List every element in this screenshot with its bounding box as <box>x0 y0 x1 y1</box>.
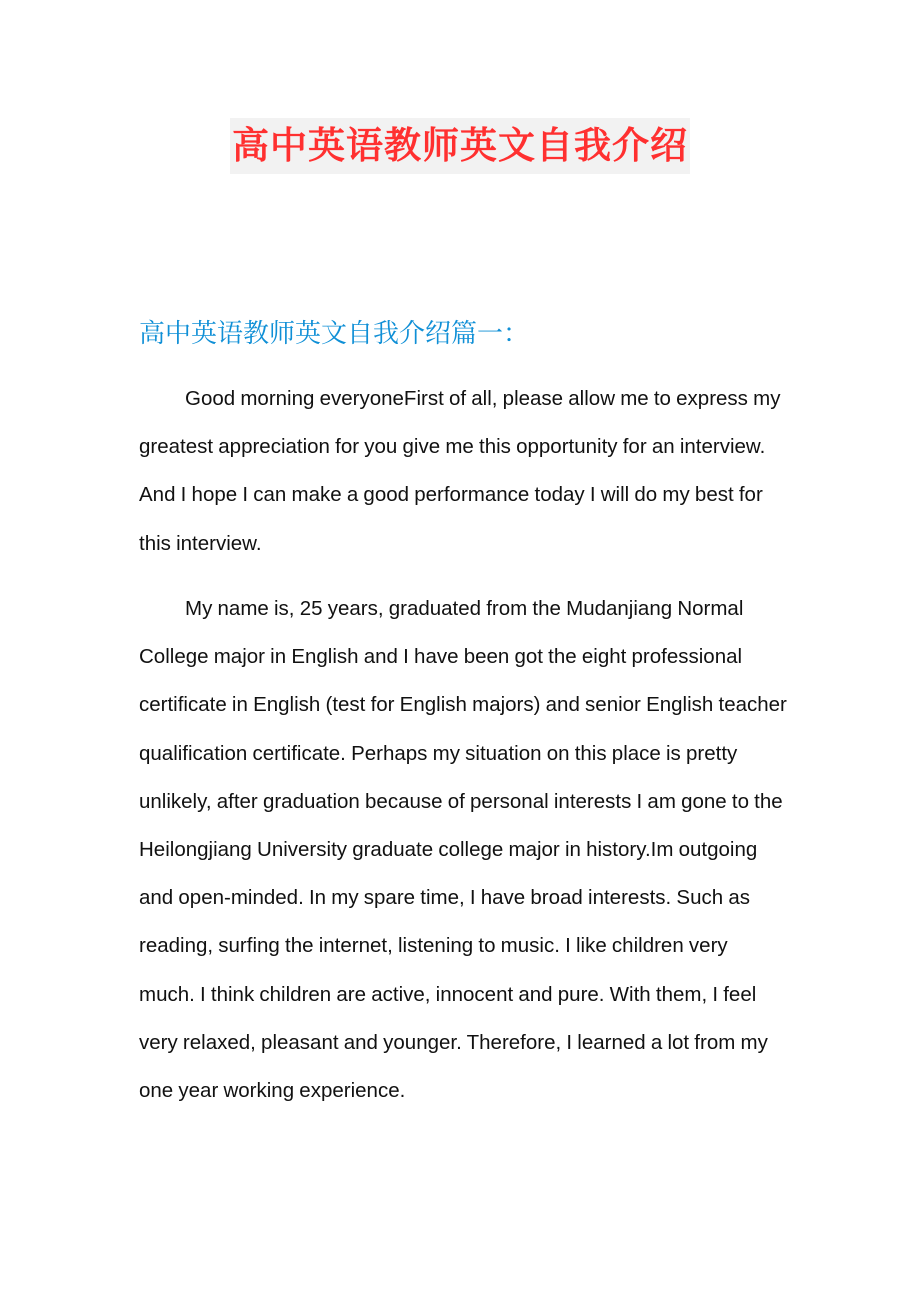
body-paragraph-1: Good morning everyoneFirst of all, please allow me to express my greatest appreciation for you give me this opportunity for an interview. And I hope I can make a good performance today I will do my best for this interview. <box>139 387 781 555</box>
title-container <box>0 118 920 174</box>
body-paragraph-2: My name is, 25 years, graduated from the Mudanjiang Normal College major in English and I have been got the eight professional certificate in English (test for English majors) and senior English teacher qualification certificate. Perhaps my situation on this place is pretty unlikely, after graduation because of personal interests I am gone to the Heilongjiang University graduate college major in history.Im outgoing and open-minded. In my spare time, I have broad interests. Such as reading, surfing the internet, listening to music. I like children very much. I think children are active, innocent and pure. With them, I feel very relaxed, pleasant and younger. Therefore, I learned a lot from my one year working experience. <box>139 597 787 1103</box>
document-title: 高中英语教师英文自我介绍 <box>230 118 690 174</box>
section-heading: 高中英语教师英文自我介绍篇一： <box>139 319 530 349</box>
